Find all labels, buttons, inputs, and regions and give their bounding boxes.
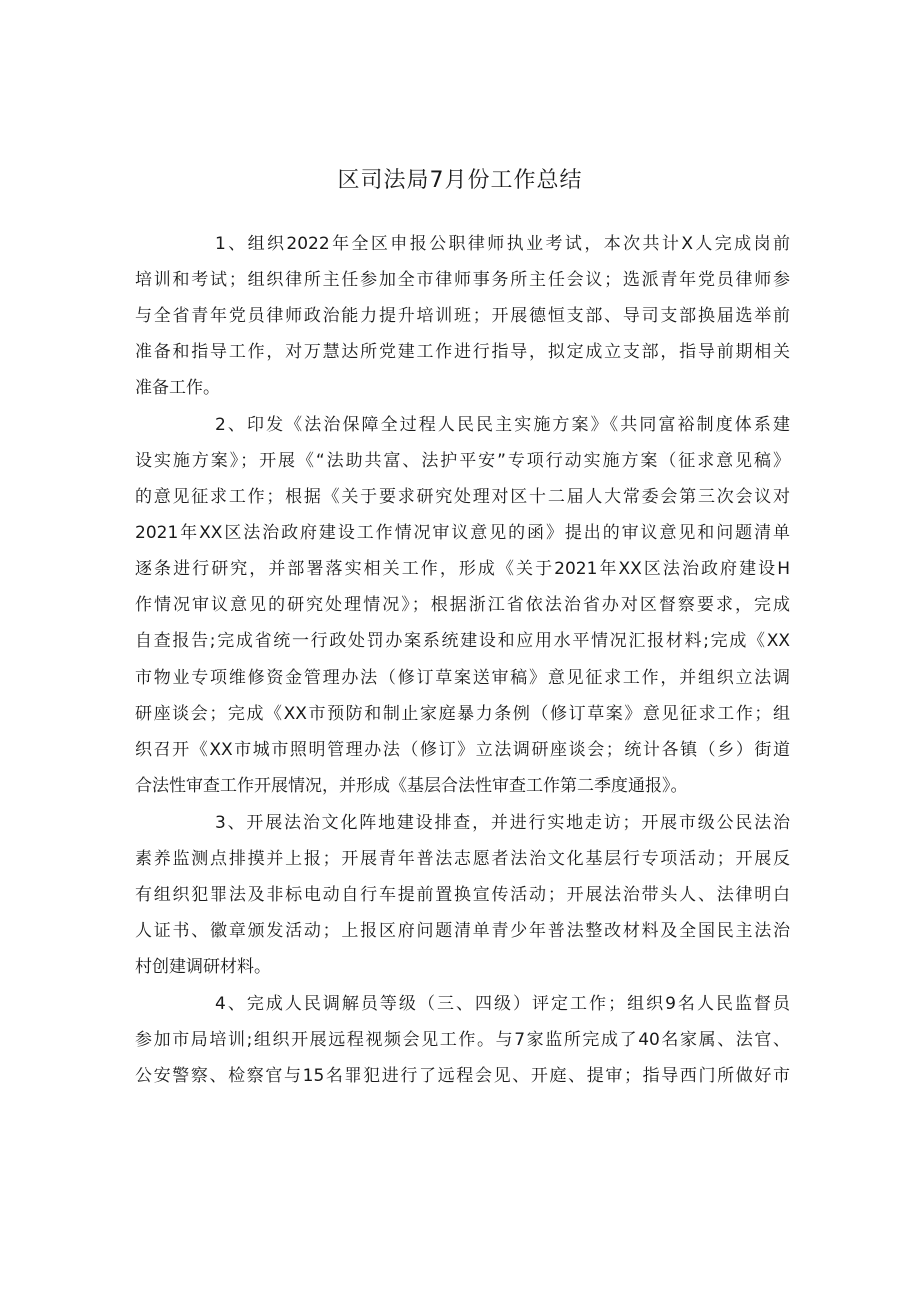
- paragraph-4-line-2: 参加市局培训;组织开展远程视频会见工作。与7家监所完成了40名家属、法官、: [135, 1030, 790, 1050]
- paragraph-2-line-7: 自查报告;完成省统一行政处罚办案系统建设和应用水平情况汇报材料;完成《XX: [135, 631, 790, 651]
- paragraph-1-line-2: 培训和考试；组织律所主任参加全市律师事务所主任会议；选派青年党员律师参: [135, 270, 790, 290]
- paragraph-1-line-4: 准备和指导工作，对万慧达所党建工作进行指导，拟定成立支部，指导前期相关: [135, 342, 790, 362]
- paragraph-1-line-1: 1、组织2022年全区申报公职律师执业考试，本次共计X人完成岗前: [215, 234, 790, 254]
- paragraph-2-line-4: 2021年XX区法治政府建设工作情况审议意见的函》提出的审议意见和问题清单: [135, 523, 790, 543]
- paragraph-2-line-1: 2、印发《法治保障全过程人民民主实施方案》《共同富裕制度体系建: [215, 415, 790, 435]
- paragraph-2-line-3: 的意见征求工作；根据《关于要求研究处理对区十二届人大常委会第三次会议对: [135, 487, 790, 507]
- paragraph-2-line-2: 设实施方案》；开展《“法助共富、法护平安”专项行动实施方案（征求意见稿》: [135, 451, 790, 471]
- paragraph-3-line-3: 有组织犯罪法及非标电动自行车提前置换宣传活动；开展法治带头人、法律明白: [135, 885, 790, 905]
- paragraph-2-line-6: 作情况审议意见的研究处理情况》；根据浙江省依法治省办对区督察要求，完成: [135, 595, 790, 615]
- paragraph-3-line-5: 村创建调研材料。: [135, 957, 271, 977]
- paragraph-2-line-9: 研座谈会；完成《XX市预防和制止家庭暴力条例（修订草案》意见征求工作；组: [135, 704, 790, 724]
- paragraph-1-line-3: 与全省青年党员律师政治能力提升培训班；开展德恒支部、导司支部换届选举前: [135, 306, 790, 326]
- paragraph-2-line-10: 织召开《XX市城市照明管理办法（修订》立法调研座谈会；统计各镇（乡）街道: [135, 740, 790, 760]
- paragraph-2-line-11: 合法性审查工作开展情况，并形成《基层合法性审查工作第二季度通报》。: [135, 776, 688, 796]
- document-title: 区司法局7月份工作总结: [337, 168, 583, 193]
- paragraph-2-line-5: 逐条进行研究，并部署落实相关工作，形成《关于2021年XX区法治政府建设H: [135, 559, 790, 579]
- paragraph-3-line-4: 人证书、徽章颁发活动；上报区府问题清单青少年普法整改材料及全国民主法治: [135, 921, 790, 941]
- paragraph-3-line-2: 素养监测点排摸并上报；开展青年普法志愿者法治文化基层行专项活动；开展反: [135, 849, 790, 869]
- paragraph-4-line-1: 4、完成人民调解员等级（三、四级）评定工作；组织9名人民监督员: [215, 994, 790, 1014]
- paragraph-3-line-1: 3、开展法治文化阵地建设排查，并进行实地走访；开展市级公民法治: [215, 813, 790, 833]
- paragraph-2-line-8: 市物业专项维修资金管理办法（修订草案送审稿》意见征求工作，并组织立法调: [135, 668, 790, 688]
- paragraph-4-line-3: 公安警察、检察官与15名罪犯进行了远程会见、开庭、提审；指导西门所做好市: [135, 1066, 790, 1086]
- paragraph-1-line-5: 准备工作。: [135, 378, 220, 398]
